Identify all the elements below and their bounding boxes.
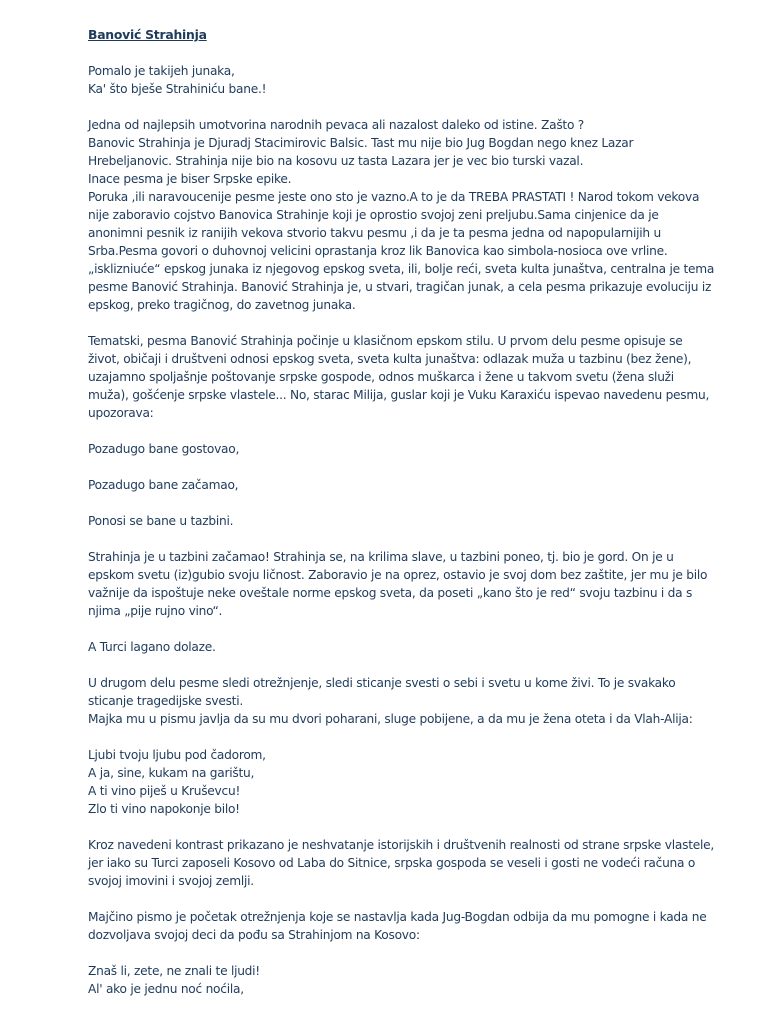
text-line: Jedna od najlepsih umotvorina narodnih pevaca ali nazalost daleko od istine. Zašto ? — [88, 118, 584, 132]
text-line: Ka' što bješe Strahiniću bane.! — [88, 82, 267, 96]
text-line: život, običaji i društveni odnosi epskog sveta, sveta kulta junaštva: odlazak muža u tazbinu (bez žene), — [88, 352, 692, 366]
text-line: Banovic Strahinja je Djuradj Stacimirovic Balsic. Tast mu nije bio Jug Bogdan nego knez Lazar — [88, 136, 634, 150]
text-line: Zlo ti vino napokonje bilo! — [88, 802, 240, 816]
text-line: upozorava: — [88, 406, 154, 420]
text-line: Pozadugo bane gostovao, — [88, 442, 240, 456]
text-line: Pomalo je takijeh junaka, — [88, 64, 235, 78]
document-page — [88, 26, 715, 1016]
paragraph — [88, 674, 693, 728]
paragraph — [88, 62, 688, 98]
text-line: nije zaboravio cojstvo Banovica Strahinje koji je oprostio svojoj zeni preljubu.Sama cinjenice da je — [88, 208, 659, 222]
text-line: Al' ako je jednu noć noćila, — [88, 982, 244, 996]
paragraph — [88, 512, 688, 530]
paragraph — [88, 962, 688, 998]
paragraph — [88, 638, 688, 656]
paragraph — [88, 548, 708, 620]
text-line: Pozadugo bane začamao, — [88, 478, 239, 492]
text-line: njima „pije rujno vino“. — [88, 604, 223, 618]
text-line: uzajamno spoljašnje poštovanje srpske gospode, odnos muškarca i žene u takvom svetu (žena služi — [88, 370, 674, 384]
text-line: A Turci lagano dolaze. — [88, 640, 216, 654]
text-line: svojoj imovini i svojoj zemlji. — [88, 874, 254, 888]
text-line: Hrebeljanovic. Strahinja nije bio na kosovu uz tasta Lazara jer je vec bio turski vazal. — [88, 154, 584, 168]
text-line: „isklizniuće“ epskog junaka iz njegovog epskog sveta, ili, bolje reći, sveta kulta junaštva, centralna je tema — [88, 262, 715, 276]
text-line: jer iako su Turci zaposeli Kosovo od Laba do Sitnice, srpska gospoda se veseli i gosti ne vodeći računa o — [88, 856, 696, 870]
paragraph — [88, 440, 688, 458]
text-line: epskom svetu (iz)gubio svoju ličnost. Zaboravio je na oprez, ostavio je svoj dom bez zaštite, jer mu je bilo — [88, 568, 708, 582]
text-line: pesme Banović Strahinja. Banović Strahinja je, u stvari, tragičan junak, a cela pesma prikazuje evoluciju iz — [88, 280, 712, 294]
text-line: sticanje tragedijske svesti. — [88, 694, 243, 708]
text-line: Srba.Pesma govori o duhovnoj velicini oprastanja kroz lik Banovica kao simbola-nosioca ove vrline. — [88, 244, 668, 258]
paragraph — [88, 908, 707, 944]
text-line: dozvoljava svojoj deci da pođu sa Strahinjom na Kosovo: — [88, 928, 420, 942]
paragraph — [88, 836, 714, 890]
document-body — [88, 62, 715, 998]
text-line: A ja, sine, kukam na garištu, — [88, 766, 255, 780]
document-title: Banović Strahinja — [88, 27, 207, 42]
text-line: važnije da ispoštuje neke oveštale norme epskog sveta, da poseti „kano što je red“ svoju tazbinu i da s — [88, 586, 693, 600]
text-line: U drugom delu pesme sledi otrežnjenje, sledi sticanje svesti o sebi i svetu u kome živi. To je svakako — [88, 676, 676, 690]
text-line: Strahinja je u tazbini začamao! Strahinja se, na krilima slave, u tazbini poneo, tj. bio je gord. On je u — [88, 550, 674, 564]
text-line: Inace pesma je biser Srpske epike. — [88, 172, 292, 186]
text-line: Tematski, pesma Banović Strahinja počinje u klasičnom epskom stilu. U prvom delu pesme opisuje se — [88, 334, 683, 348]
text-line: anonimni pesnik iz ranijih vekova stvorio takvu pesmu ,i da je ta pesma jedna od napopularnijih u — [88, 226, 661, 240]
text-line: Poruka ,ili naravoucenije pesme jeste ono sto je vazno.A to je da TREBA PRASTATI ! Narod tokom vekova — [88, 190, 700, 204]
paragraph — [88, 746, 688, 818]
text-line: epskog, preko tragičnog, do zavetnog junaka. — [88, 298, 356, 312]
text-line: Majka mu u pismu javlja da su mu dvori poharani, sluge pobijene, a da mu je žena oteta i da Vlah-Alija: — [88, 712, 693, 726]
text-line: A ti vino piješ u Kruševcu! — [88, 784, 241, 798]
text-line: Znaš li, zete, ne znali te ljudi! — [88, 964, 260, 978]
text-line: Kroz navedeni kontrast prikazano je neshvatanje istorijskih i društvenih realnosti od strane srpske vlastele, — [88, 838, 714, 852]
paragraph — [88, 116, 715, 314]
text-line: Majčino pismo je početak otrežnjenja koje se nastavlja kada Jug-Bogdan odbija da mu pomogne i kada ne — [88, 910, 707, 924]
paragraph — [88, 476, 688, 494]
text-line: muža), gošćenje srpske vlastele... No, starac Milija, guslar koji je Vuku Karaxiću ispevao navedenu pesmu, — [88, 388, 710, 402]
text-line: Ljubi tvoju ljubu pod čadorom, — [88, 748, 266, 762]
text-line: Ponosi se bane u tazbini. — [88, 514, 234, 528]
paragraph — [88, 332, 710, 422]
